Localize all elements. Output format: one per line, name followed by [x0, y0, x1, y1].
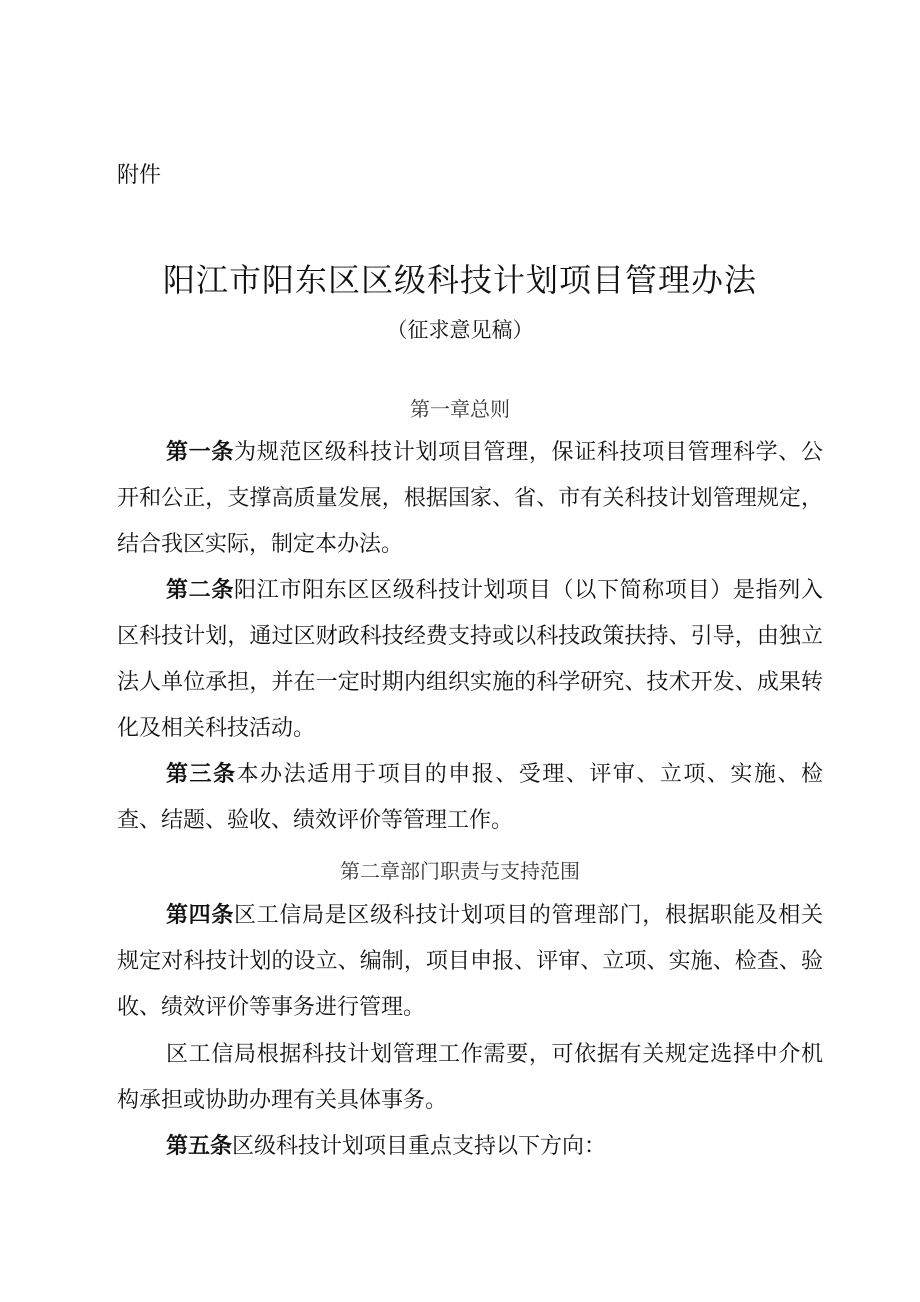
article-label: 第二条 [166, 578, 235, 603]
article-5 [117, 1124, 823, 1170]
article-text: 阳江市阳东区区级科技计划项目（以下简称项目）是指列入区科技计划，通过区财政科技经费支持或以科技政策扶持、引导，由独立法人单位承担，并在一定时期内组织实施的科学研究、技术开发、成果转化及相关科技活动。 [117, 578, 823, 741]
chapter-heading-1: 第一章总则 [410, 397, 510, 421]
article-label: 第五条 [166, 1134, 233, 1159]
article-4-paragraph-2 [117, 1032, 823, 1124]
article-4 [117, 893, 823, 1031]
chapter-heading-2: 第二章部门职责与支持范围 [340, 859, 580, 883]
article-2 [117, 568, 823, 752]
article-text: 区工信局是区级科技计划项目的管理部门，根据职能及相关规定对科技计划的设立、编制，项目申报、评审、立项、实施、检查、验收、绩效评价等事务进行管理。 [117, 903, 823, 1020]
document-title: 阳江市阳东区区级科技计划项目管理办法 [162, 261, 757, 299]
article-text: 区工信局根据科技计划管理工作需要，可依据有关规定选择中介机构承担或协助办理有关具体事务。 [117, 1042, 823, 1113]
article-1 [117, 430, 823, 568]
article-3 [117, 752, 823, 844]
article-text: 为规范区级科技计划项目管理，保证科技项目管理科学、公开和公正，支撑高质量发展，根据国家、省、市有关科技计划管理规定，结合我区实际，制定本办法。 [117, 440, 823, 557]
attachment-label: 附件 [117, 163, 162, 188]
article-text: 区级科技计划项目重点支持以下方向： [232, 1134, 607, 1159]
article-label: 第三条 [166, 762, 237, 787]
document-subtitle: （征求意见稿） [386, 318, 534, 342]
article-label: 第一条 [166, 440, 235, 465]
article-text: 本办法适用于项目的申报、受理、评审、立项、实施、检查、结题、验收、绩效评价等管理工作。 [117, 762, 823, 833]
article-label: 第四条 [166, 903, 235, 928]
